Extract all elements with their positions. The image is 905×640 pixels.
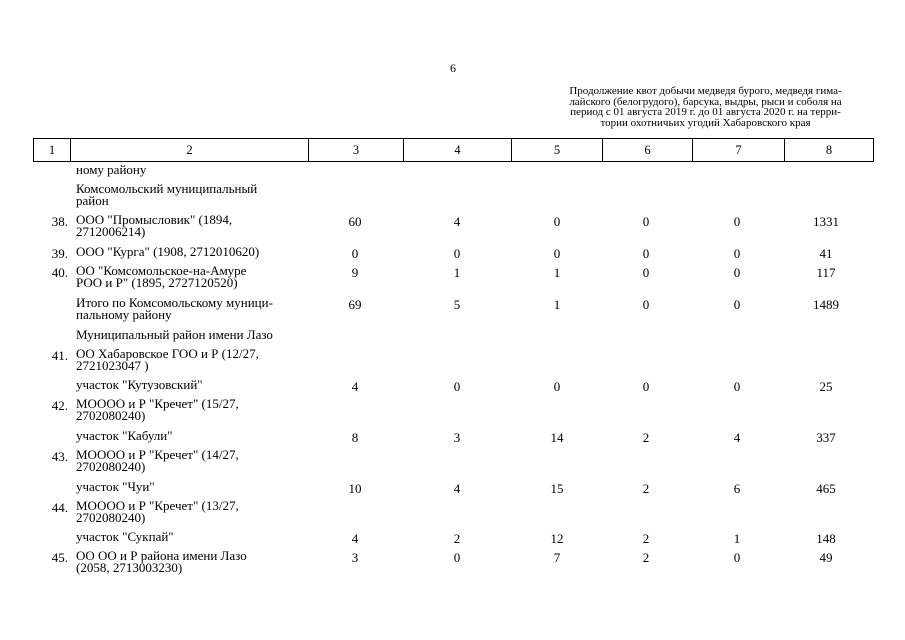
row-name-line: ООО "Промысловик" (1894, (76, 212, 233, 227)
row-name-line: 2721023047 ) (76, 357, 149, 373)
row-value-col-8: 1331 (813, 214, 839, 229)
row-name (76, 531, 316, 543)
row-value-col-6: 0 (642, 265, 650, 280)
row-name-line: район (76, 192, 109, 208)
row-value-col-3: 3 (351, 550, 359, 565)
row-value-col-3: 4 (351, 531, 359, 546)
header-note (538, 86, 873, 128)
row-value-col-4: 0 (453, 246, 461, 261)
row-value-col-3: 10 (348, 481, 362, 496)
row-name-line: МОООО и Р "Кречет" (13/27, (76, 498, 239, 513)
row-value-col-7: 4 (733, 430, 741, 445)
row-name (76, 329, 316, 341)
row-value-col-4: 4 (453, 214, 461, 229)
row-value-col-8: 117 (816, 265, 836, 280)
row-name (76, 500, 316, 523)
row-name (76, 481, 316, 493)
row-value-col-8: 337 (816, 430, 836, 445)
row-value-col-5: 0 (553, 214, 561, 229)
row-name-line: 2702080240) (76, 407, 146, 423)
row-number: 45. (51, 550, 68, 565)
page-number: 6 (450, 61, 456, 75)
row-value-col-7: 0 (733, 214, 741, 229)
row-number: 44. (51, 500, 68, 515)
column-header-5: 5 (512, 139, 603, 162)
row-value-col-8: 148 (816, 531, 836, 546)
row-number: 43. (51, 449, 68, 464)
row-name (76, 348, 316, 371)
row-value-col-3: 60 (348, 214, 362, 229)
row-value-col-7: 0 (733, 246, 741, 261)
row-value-col-7: 6 (733, 481, 741, 496)
row-value-col-5: 1 (553, 297, 561, 312)
column-header-7: 7 (693, 139, 785, 162)
column-header-3: 3 (309, 139, 404, 162)
column-header-8: 8 (785, 139, 874, 162)
row-name-line: участок "Сукпай" (76, 529, 174, 544)
row-name-line: ООО "Курга" (1908, 2712010620) (76, 244, 260, 259)
row-value-col-7: 0 (733, 265, 741, 280)
row-value-col-8: 41 (819, 246, 833, 261)
row-name-line: Итого по Комсомольскому муници- (76, 295, 273, 310)
column-header-1: 1 (34, 139, 71, 162)
row-value-col-5: 7 (553, 550, 561, 565)
row-value-col-6: 2 (642, 531, 650, 546)
row-value-col-6: 0 (642, 297, 650, 312)
column-header-row (34, 139, 874, 162)
row-value-col-3: 4 (351, 379, 359, 394)
row-name-line: МОООО и Р "Кречет" (14/27, (76, 447, 239, 462)
row-value-col-8: 465 (816, 481, 836, 496)
row-value-col-7: 0 (733, 379, 741, 394)
row-name-line: 2702080240) (76, 458, 146, 474)
row-value-col-6: 2 (642, 550, 650, 565)
row-value-col-4: 0 (453, 379, 461, 394)
header-note-line: тории охотничьих угодий Хабаровского края (600, 116, 811, 129)
header-note-line: период с 01 августа 2019 г. до 01 августа 2020 г. на терри- (570, 106, 841, 118)
row-value-col-4: 4 (453, 481, 461, 496)
row-name-line: пальному району (76, 306, 172, 322)
row-value-col-8: 1489 (813, 297, 839, 312)
row-value-col-3: 9 (351, 265, 359, 280)
row-value-col-8: 25 (819, 379, 833, 394)
row-value-col-6: 0 (642, 246, 650, 261)
row-name (76, 183, 316, 206)
row-name-line: ному району (76, 162, 147, 177)
column-header-4: 4 (404, 139, 512, 162)
row-value-col-6: 2 (642, 481, 650, 496)
column-header-table (33, 138, 874, 162)
row-name-line: Комсомольский муниципальный (76, 181, 258, 196)
row-value-col-4: 0 (453, 550, 461, 565)
row-value-col-8: 49 (819, 550, 833, 565)
row-name (76, 449, 316, 472)
row-number: 38. (51, 214, 68, 229)
row-name (76, 398, 316, 421)
row-name-line: Муниципальный район имени Лазо (76, 327, 273, 342)
row-value-col-5: 0 (553, 379, 561, 394)
row-name (76, 265, 316, 288)
column-header-2: 2 (71, 139, 309, 162)
row-name-line: МОООО и Р "Кречет" (15/27, (76, 396, 239, 411)
row-name-line: 2702080240) (76, 509, 146, 525)
row-number: 41. (51, 348, 68, 363)
row-name-line: ОО Хабаровское ГОО и Р (12/27, (76, 346, 259, 361)
row-value-col-6: 0 (642, 379, 650, 394)
row-value-col-4: 2 (453, 531, 461, 546)
row-name (76, 214, 316, 237)
row-name-line: РОО и Р" (1895, 2727120520) (76, 274, 238, 290)
row-value-col-6: 2 (642, 430, 650, 445)
header-note-line: Продолжение квот добычи медведя бурого, медведя гима- (569, 85, 842, 97)
row-number: 42. (51, 398, 68, 413)
row-value-col-7: 0 (733, 297, 741, 312)
row-value-col-5: 0 (553, 246, 561, 261)
row-name (76, 550, 316, 573)
row-name-line: участок "Кабули" (76, 428, 173, 443)
row-value-col-3: 0 (351, 246, 359, 261)
row-name-line: 2712006214) (76, 223, 146, 239)
row-value-col-5: 12 (550, 531, 564, 546)
row-name-line: ОО ОО и Р района имени Лазо (76, 548, 247, 563)
row-name-line: (2058, 2713003230) (76, 559, 183, 575)
row-value-col-5: 14 (550, 430, 564, 445)
row-value-col-6: 0 (642, 214, 650, 229)
row-name (76, 297, 316, 320)
row-name-line: ОО "Комсомольское-на-Амуре (76, 263, 247, 278)
row-value-col-4: 3 (453, 430, 461, 445)
row-value-col-5: 1 (553, 265, 561, 280)
row-value-col-4: 1 (453, 265, 461, 280)
row-number: 40. (51, 265, 68, 280)
row-value-col-7: 1 (733, 531, 741, 546)
row-value-col-7: 0 (733, 550, 741, 565)
column-header-6: 6 (603, 139, 693, 162)
row-name (76, 379, 316, 391)
row-name-line: участок "Чуи" (76, 479, 155, 494)
row-value-col-4: 5 (453, 297, 461, 312)
row-name (76, 430, 316, 442)
row-value-col-3: 8 (351, 430, 359, 445)
row-name-line: участок "Кутузовский" (76, 377, 203, 392)
row-value-col-5: 15 (550, 481, 564, 496)
row-number: 39. (51, 246, 68, 261)
row-name (76, 164, 316, 176)
header-note-line: лайского (белогрудого), барсука, выдры, рыси и соболя на (569, 95, 842, 108)
row-value-col-3: 69 (348, 297, 362, 312)
row-name (76, 246, 316, 258)
